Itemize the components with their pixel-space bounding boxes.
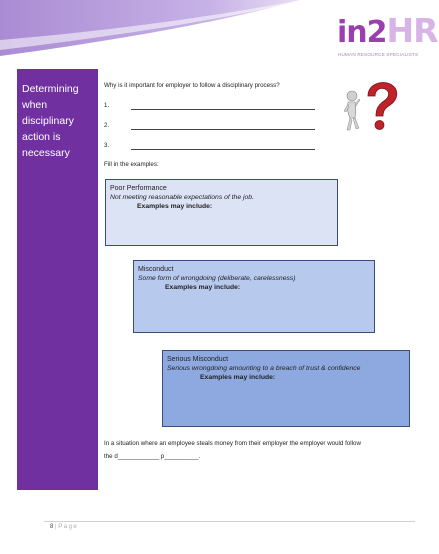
closing-line-1: In a situation where an employee steals money from their employer the employer would follow: [104, 440, 361, 447]
logo-tagline: HUMAN RESOURCE SPECIALISTS: [338, 52, 419, 57]
section-title-line: necessary: [22, 147, 70, 159]
logo-text-in2: in2: [337, 15, 387, 50]
answer-number: 1.: [104, 102, 110, 109]
box-description: Serious wrongdoing amounting to a breach of trust & confidence: [167, 365, 361, 372]
box-examples-label: Examples may include:: [200, 374, 276, 381]
box-title: Poor Performance: [110, 185, 167, 192]
section-title-line: action is: [22, 131, 61, 143]
closing-line-2[interactable]: the d____________ p__________.: [104, 453, 201, 460]
misconduct-box[interactable]: [133, 260, 375, 333]
answer-line-1[interactable]: [131, 109, 315, 110]
page-separator: |: [55, 524, 57, 530]
box-examples-label: Examples may include:: [165, 284, 241, 291]
box-examples-label: Examples may include:: [137, 203, 213, 210]
answer-number: 3.: [104, 142, 110, 149]
box-description: Some form of wrongdoing (deliberate, carelessness): [138, 275, 296, 282]
page-label: Page: [58, 524, 79, 530]
person-question-mark-icon: [338, 78, 410, 140]
box-title: Serious Misconduct: [167, 356, 229, 363]
footer-divider: [44, 521, 415, 522]
section-title-line: when: [22, 99, 48, 111]
poor-performance-box[interactable]: [105, 179, 338, 246]
answer-number: 2.: [104, 122, 110, 129]
box-description: Not meeting reasonable expectations of the job.: [110, 194, 254, 201]
question-text: Why is it important for employer to follow a disciplinary process?: [104, 82, 280, 89]
section-title: [22, 81, 98, 161]
in2hr-logo: [337, 10, 438, 62]
section-sidebar: [17, 69, 98, 490]
serious-misconduct-box[interactable]: [162, 350, 410, 427]
page-footer: [50, 524, 78, 530]
answer-line-2[interactable]: [131, 129, 315, 130]
examples-prompt: Fill in the examples:: [104, 161, 159, 168]
page-number: 8: [50, 524, 54, 530]
answer-line-3[interactable]: [131, 149, 315, 150]
box-title: Misconduct: [138, 266, 174, 273]
section-title-line: Determining: [22, 83, 79, 95]
section-title-line: disciplinary: [22, 115, 74, 127]
logo-text-hr: HR: [386, 11, 438, 50]
